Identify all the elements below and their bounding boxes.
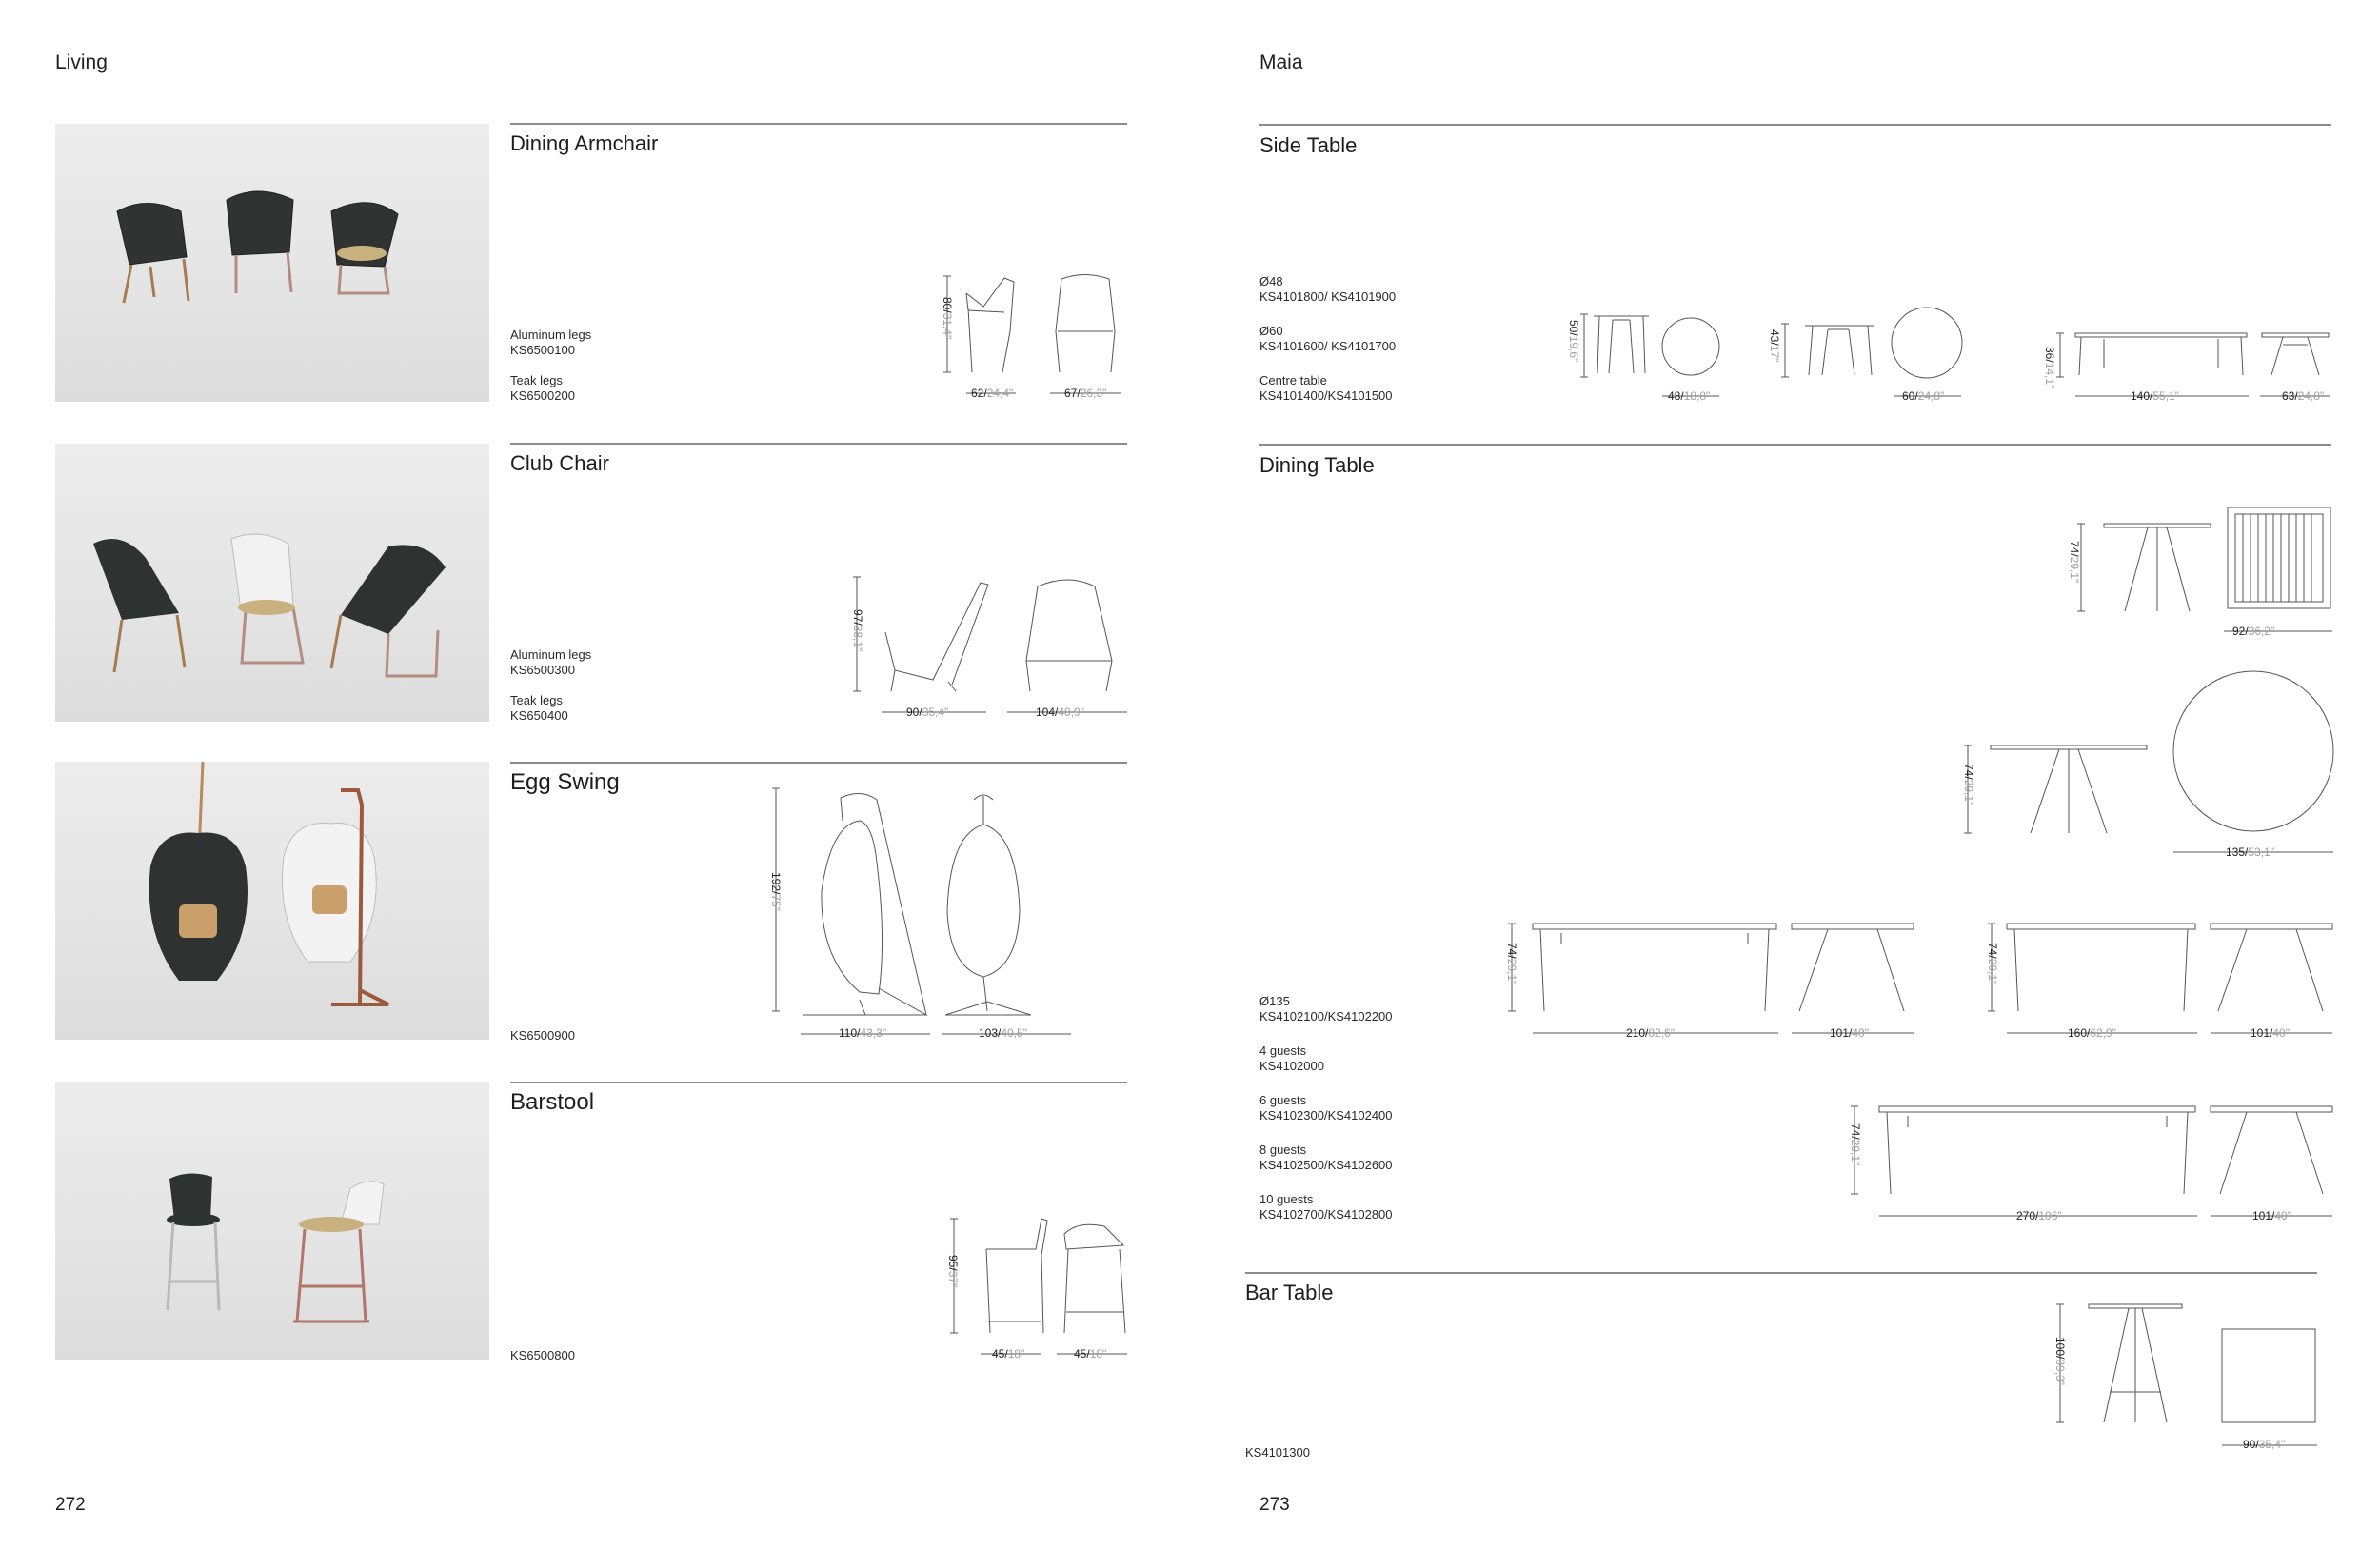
- variant-label: Teak legs: [510, 373, 563, 388]
- variant-label: 6 guests: [1259, 1093, 1307, 1107]
- side-table-48-height: 50/19,6": [1567, 320, 1580, 363]
- barstool-codes: [510, 1348, 575, 1363]
- dining-table-rect-drawings: [1504, 920, 2342, 1043]
- product-code: KS4101400/KS4101500: [1259, 388, 1393, 403]
- centre-table-length: 140/55,1": [2131, 389, 2179, 403]
- section-rule: [1259, 444, 2331, 446]
- barstool-drawing: [952, 1217, 1133, 1360]
- club-chair-title: Club Chair: [510, 451, 609, 475]
- dining-armchair-height: 80/31,4": [941, 297, 954, 340]
- egg-swing-depth: 110/43,3": [839, 1026, 887, 1040]
- club-chair-depth: 90/35,4": [906, 705, 949, 719]
- barstool-title: Barstool: [510, 1089, 595, 1115]
- dining-table-round-diameter: 135/53,1": [2226, 845, 2274, 859]
- product-code: KS6500300: [510, 663, 575, 677]
- club-chair-height: 97/38,1": [851, 609, 864, 652]
- dining-armchair-title: Dining Armchair: [510, 131, 659, 155]
- variant-label: 10 guests: [1259, 1192, 1314, 1206]
- club-chair-photo: [55, 444, 489, 722]
- side-table-title: Side Table: [1259, 133, 1358, 157]
- egg-swing-width: 103/40,5": [979, 1026, 1027, 1040]
- dining-armchair-depth: 62/24,4": [971, 387, 1014, 400]
- bar-table-codes: [1245, 1445, 1310, 1461]
- barstool-width: 45/18": [1074, 1347, 1107, 1361]
- dining-table-round-drawing: [1956, 671, 2337, 862]
- egg-swing-photo: [55, 762, 489, 1040]
- left-page-header: Living: [55, 51, 108, 73]
- barstool-height: 95/37": [946, 1255, 960, 1288]
- egg-swing-height: 192/75": [769, 872, 783, 911]
- dining-table-270-height: 74/29,1": [1849, 1123, 1862, 1166]
- centre-table-height: 36/14,1": [2043, 347, 2056, 389]
- club-chair-drawing: [857, 575, 1128, 718]
- dining-table-160-width: 101/40": [2251, 1026, 2290, 1040]
- bar-table-width: 90/35,4": [2243, 1438, 2286, 1451]
- barstool-photo: [55, 1082, 489, 1360]
- section-rule: [1245, 1272, 2317, 1274]
- dining-armchair-drawing: [947, 274, 1128, 398]
- side-table-60-height: 43/17": [1768, 329, 1781, 363]
- dining-table-270-length: 270/106": [2016, 1209, 2062, 1222]
- section-rule: [510, 443, 1127, 445]
- section-rule: [510, 762, 1127, 764]
- variant-label: Ø60: [1259, 324, 1283, 338]
- dining-table-round-height: 74/29,1": [1962, 764, 1975, 806]
- variant-label: Centre table: [1259, 373, 1327, 388]
- section-rule: [510, 123, 1127, 125]
- club-chair-codes: [510, 647, 591, 724]
- dining-table-codes: [1259, 994, 1393, 1222]
- right-page-header: Maia: [1259, 51, 1303, 73]
- dining-armchair-photo: [55, 124, 489, 402]
- product-code: KS4101600/ KS4101700: [1259, 339, 1397, 353]
- dining-table-160-length: 160/62,9": [2068, 1026, 2116, 1040]
- side-table-codes: [1259, 274, 1396, 404]
- variant-label: Ø48: [1259, 274, 1283, 288]
- variant-label: Teak legs: [510, 693, 563, 707]
- bar-table-drawing: [2047, 1301, 2323, 1453]
- dining-table-title: Dining Table: [1259, 453, 1375, 477]
- dining-table-270-width: 101/40": [2252, 1209, 2291, 1222]
- product-code: KS4101300: [1245, 1445, 1310, 1460]
- product-code: KS4102300/KS4102400: [1259, 1108, 1393, 1123]
- egg-swing-drawing: [774, 786, 1079, 1043]
- bar-table-height: 100/39,3": [2053, 1337, 2067, 1385]
- club-chair-width: 104/40,9": [1036, 705, 1084, 719]
- product-code: KS4102000: [1259, 1059, 1324, 1073]
- variant-label: Aluminum legs: [510, 647, 592, 662]
- dining-table-160-height: 74/29,1": [1986, 943, 1999, 985]
- variant-label: Ø135: [1259, 994, 1290, 1008]
- product-code: KS4102500/KS4102600: [1259, 1158, 1393, 1172]
- egg-swing-title: Egg Swing: [510, 769, 620, 795]
- barstool-depth: 45/18": [992, 1347, 1025, 1361]
- dining-table-square-width: 92/36,2": [2232, 625, 2275, 638]
- product-code: KS6500200: [510, 388, 575, 403]
- dining-table-270-drawing: [1847, 1103, 2342, 1226]
- product-code: KS4101800/ KS4101900: [1259, 289, 1397, 304]
- right-page-number: 273: [1259, 1495, 1290, 1515]
- product-code: KS650400: [510, 708, 568, 723]
- variant-label: 8 guests: [1259, 1143, 1307, 1157]
- product-code: KS6500100: [510, 343, 575, 357]
- product-code: KS6500900: [510, 1028, 575, 1043]
- side-table-60-diameter: 60/24,8": [1902, 389, 1945, 403]
- bar-table-title: Bar Table: [1245, 1281, 1334, 1304]
- product-code: KS6500800: [510, 1348, 575, 1362]
- dining-table-square-drawing: [2066, 505, 2337, 643]
- dining-table-square-height: 74/29,1": [2068, 541, 2081, 584]
- dining-table-210-length: 210/82,6": [1626, 1026, 1675, 1040]
- dining-table-210-width: 101/40": [1830, 1026, 1869, 1040]
- dining-armchair-codes: [510, 328, 591, 404]
- left-page-number: 272: [55, 1495, 86, 1515]
- product-code: KS4102700/KS4102800: [1259, 1207, 1393, 1222]
- dining-armchair-width: 67/26,3": [1064, 387, 1107, 400]
- centre-table-width: 63/24,8": [2282, 389, 2325, 403]
- variant-label: Aluminum legs: [510, 328, 592, 342]
- egg-swing-codes: [510, 1028, 575, 1043]
- dining-table-210-height: 74/29,1": [1505, 943, 1518, 985]
- side-table-48-diameter: 48/18,8": [1668, 389, 1711, 403]
- section-rule: [1259, 124, 2331, 126]
- section-rule: [510, 1082, 1127, 1083]
- variant-label: 4 guests: [1259, 1043, 1307, 1058]
- product-code: KS4102100/KS4102200: [1259, 1009, 1393, 1023]
